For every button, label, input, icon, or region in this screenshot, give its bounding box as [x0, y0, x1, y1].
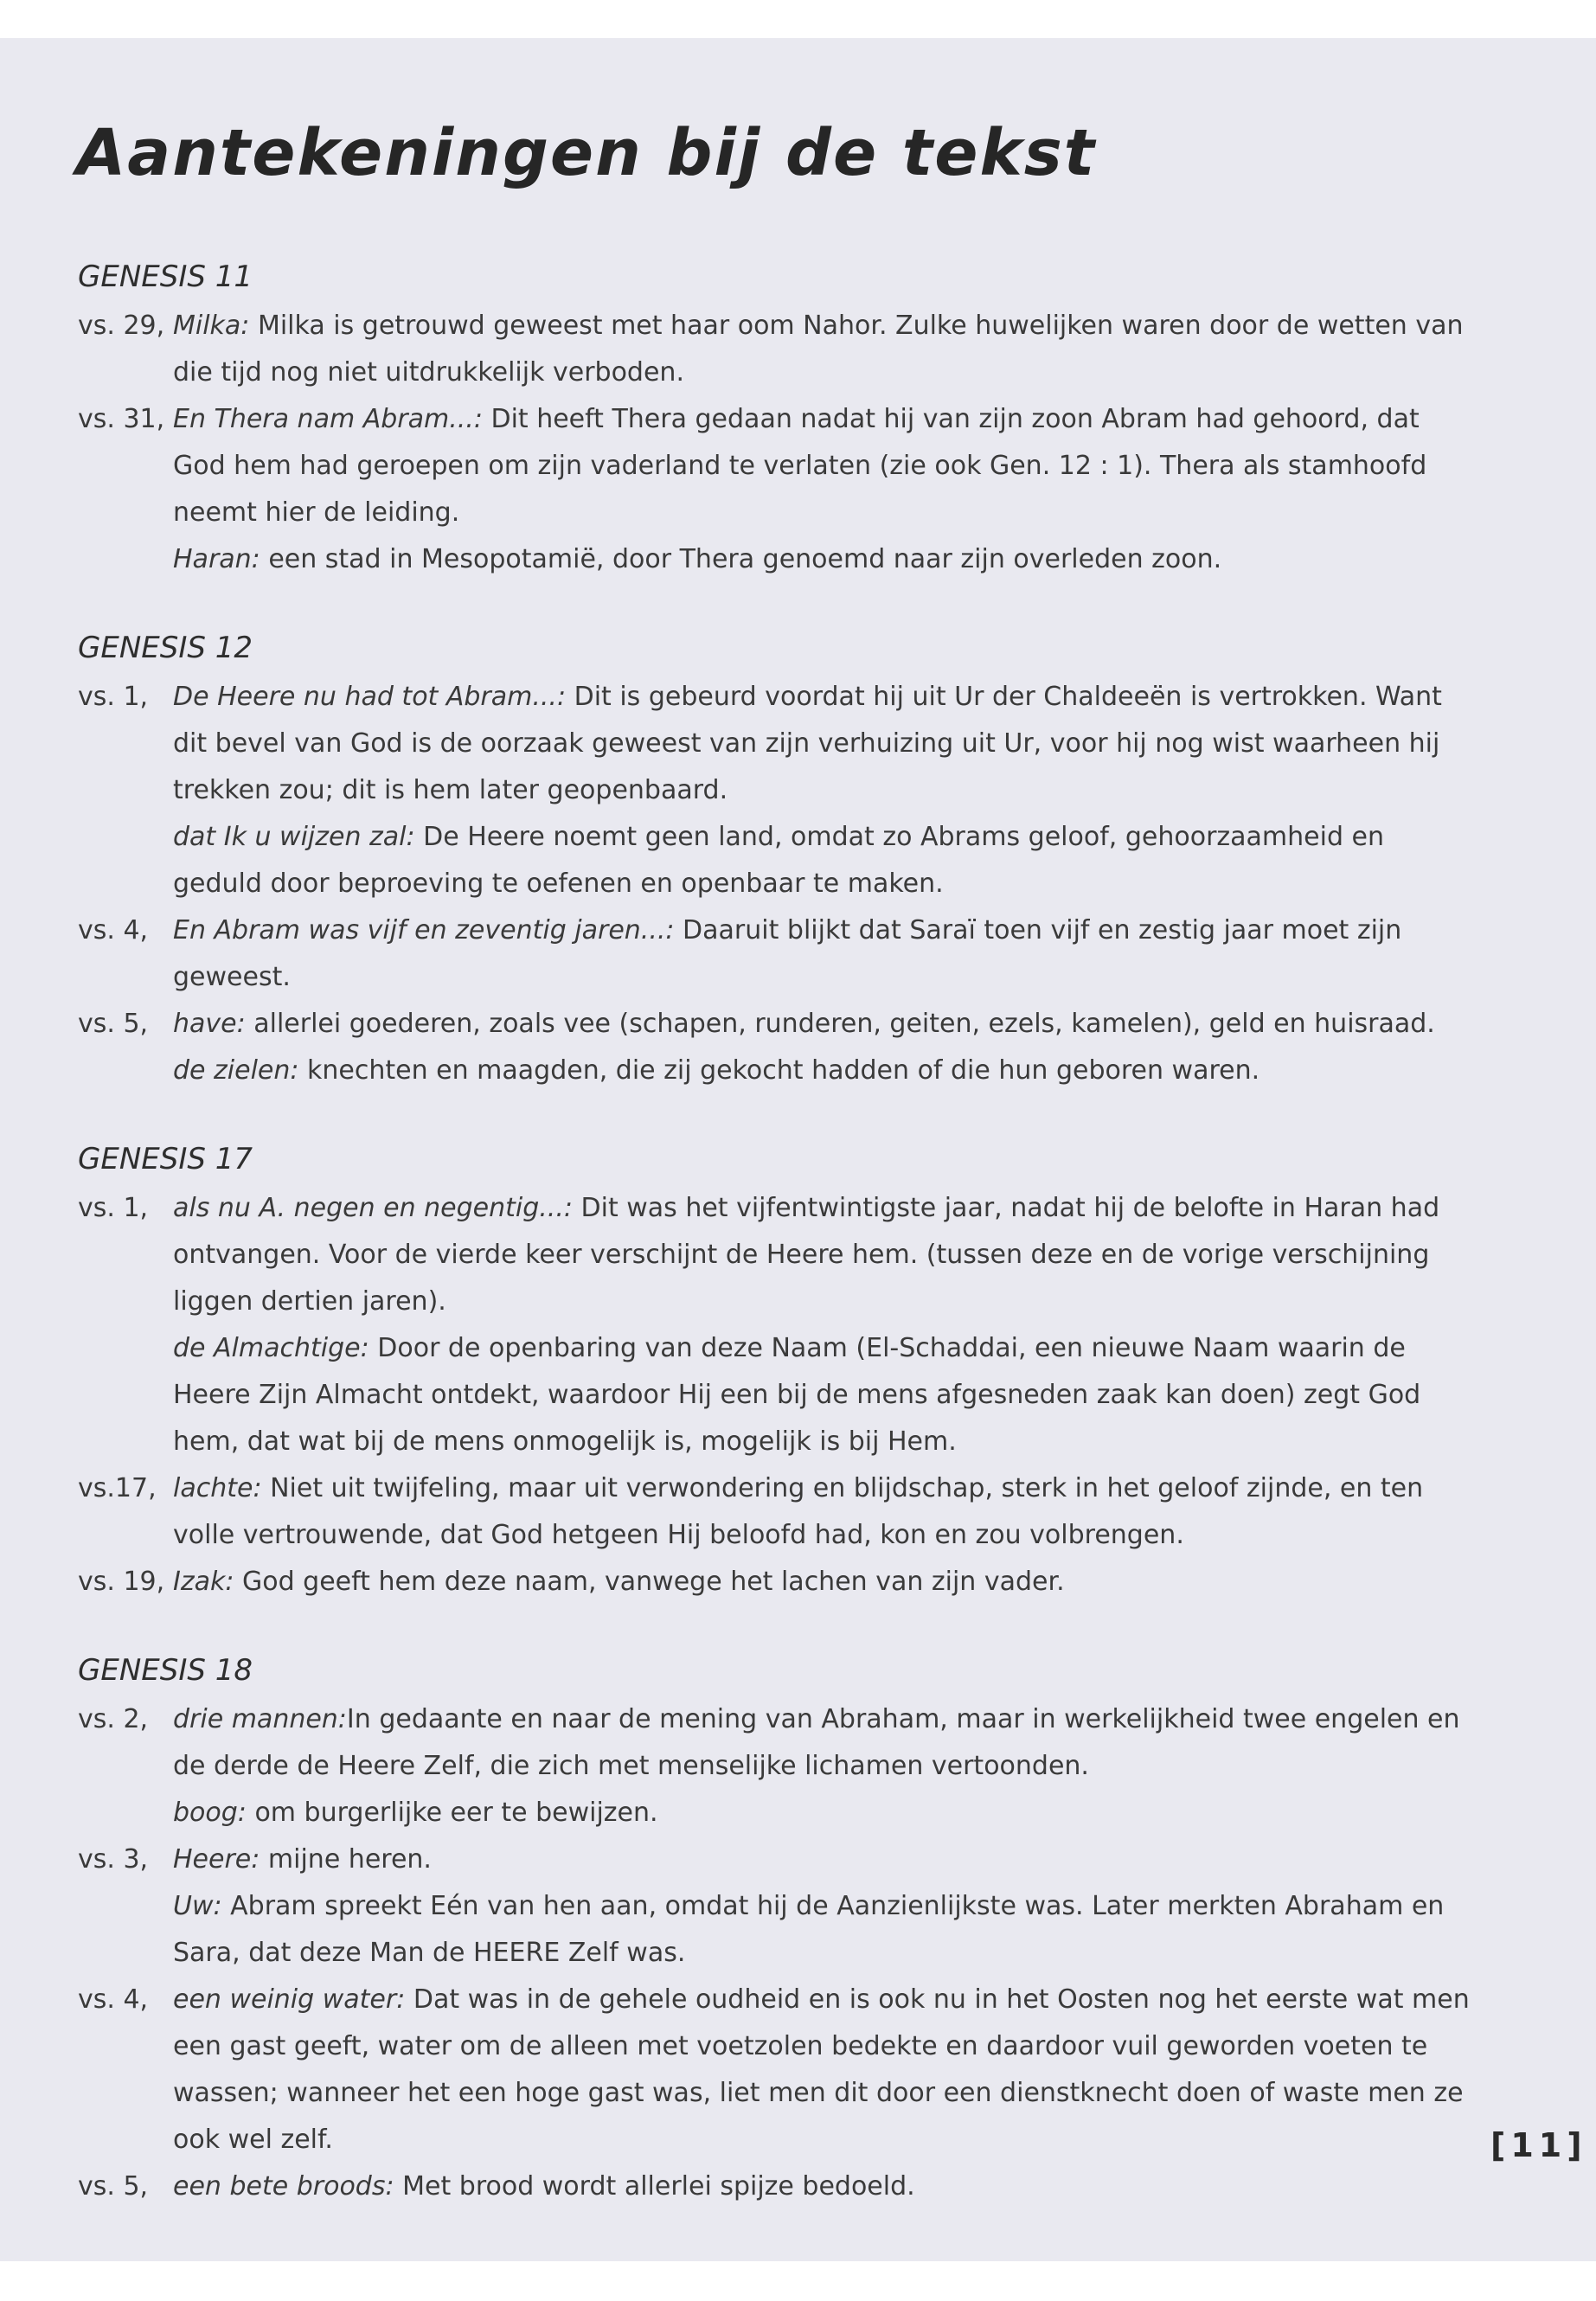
note-explanation: allerlei goederen, zoals vee (schapen, runderen, geiten, ezels, kamelen), geld en huisraad. [245, 1009, 1435, 1039]
verse-reference: vs. 1, [78, 682, 149, 712]
verse-note [78, 1185, 1479, 1325]
genesis-section [78, 254, 1479, 583]
verse-reference: vs. 4, [78, 1984, 149, 2015]
note-term: lachte: [173, 1473, 262, 1503]
note-explanation: Met brood wordt allerlei spijze bedoeld. [394, 2171, 915, 2202]
verse-note [78, 303, 1479, 396]
note-explanation: om burgerlijke eer te bewijzen. [246, 1798, 658, 1828]
note-term: Milka: [173, 311, 250, 341]
verse-note [78, 1836, 1479, 1883]
note-body [173, 536, 1479, 583]
note-term: Heere: [173, 1844, 260, 1875]
note-explanation: Dat was in de gehele oudheid en is ook nu in het Oosten nog het eerste wat men een gast geeft, water om de alleen met voetzolen bedekte en daardoor vuil geworden voeten te wassen; wanneer het een hoge gast was, liet men dit door een dienstknecht doen of waste men ze ook wel zelf. [173, 1984, 1470, 2155]
note-explanation: mijne heren. [260, 1844, 432, 1875]
note-explanation: Daaruit blijkt dat Saraï toen vijf en zestig jaar moet zijn geweest. [173, 915, 1402, 992]
note-body [173, 1465, 1479, 1559]
verse-reference: vs.17, [78, 1473, 157, 1503]
annotations-content [78, 254, 1479, 2253]
genesis-section [78, 625, 1479, 1094]
verse-note [78, 1325, 1479, 1465]
note-explanation: Abram spreekt Eén van hen aan, omdat hij de Aanzienlijkste was. Later merkten Abraham en Sara, dat deze Man de HEERE Zelf was. [173, 1891, 1445, 1968]
note-explanation: In gedaante en naar de mening van Abraham, maar in werkelijkheid twee engelen en de derde de Heere Zelf, die zich met menselijke lichamen vertoonden. [173, 1704, 1460, 1781]
section-heading: GENESIS 17 [78, 1142, 253, 1176]
verse-reference: vs. 29, [78, 311, 165, 341]
note-term: have: [173, 1009, 246, 1039]
note-body [173, 1883, 1479, 1977]
note-body [173, 396, 1479, 536]
note-body [173, 303, 1479, 396]
verse-reference: vs. 31, [78, 404, 165, 434]
verse-reference: vs. 1, [78, 1193, 149, 1223]
note-body [173, 1001, 1479, 1048]
note-explanation: Niet uit twijfeling, maar uit verwondering en blijdschap, sterk in het geloof zijnde, en ten volle vertrouwende, dat God hetgeen Hij beloofd had, kon en zou volbrengen. [173, 1473, 1424, 1550]
verse-note [78, 536, 1479, 583]
note-term: boog: [173, 1798, 247, 1828]
verse-reference: vs. 3, [78, 1844, 149, 1875]
note-explanation: Dit heeft Thera gedaan nadat hij van zijn zoon Abram had gehoord, dat God hem had geroepen om zijn vaderland te verlaten (zie ook Gen. 12 : 1). Thera als stamhoofd neemt hier de leiding. [173, 404, 1427, 528]
verse-reference: vs. 2, [78, 1704, 149, 1734]
genesis-section [78, 1137, 1479, 1606]
note-body [173, 1696, 1479, 1790]
note-body [173, 1559, 1479, 1606]
note-term: een weinig water: [173, 1984, 406, 2015]
note-term: En Abram was vijf en zeventig jaren...: [173, 915, 675, 945]
verse-note [78, 1696, 1479, 1790]
note-body [173, 1836, 1479, 1883]
note-term: dat Ik u wijzen zal: [173, 822, 415, 852]
note-body [173, 674, 1479, 814]
note-body [173, 907, 1479, 1001]
note-explanation: Dit is gebeurd voordat hij uit Ur der Chaldeeën is vertrokken. Want dit bevel van God is de oorzaak geweest van zijn verhuizing uit Ur, voor hij nog wist waarheen hij trekken zou; dit is hem later geopenbaard. [173, 682, 1442, 805]
book-page [0, 38, 1596, 2261]
note-body [173, 1977, 1479, 2163]
note-term: als nu A. negen en negentig...: [173, 1193, 573, 1223]
note-term: En Thera nam Abram...: [173, 404, 483, 434]
note-body [173, 1048, 1479, 1094]
note-term: Uw: [173, 1891, 222, 1921]
page-title: Aantekeningen bij de tekst [76, 116, 1097, 190]
note-explanation: knechten en maagden, die zij gekocht hadden of die hun geboren waren. [298, 1055, 1260, 1086]
verse-note [78, 1883, 1479, 1977]
note-term: Izak: [173, 1567, 234, 1597]
note-term: een bete broods: [173, 2171, 394, 2202]
verse-note [78, 674, 1479, 814]
section-heading: GENESIS 18 [78, 1653, 253, 1688]
note-explanation: God geeft hem deze naam, vanwege het lachen van zijn vader. [234, 1567, 1065, 1597]
verse-reference: vs. 5, [78, 1009, 149, 1039]
verse-reference: vs. 4, [78, 915, 149, 945]
note-explanation: De Heere noemt geen land, omdat zo Abrams geloof, gehoorzaamheid en geduld door beproeving te oefenen en openbaar te maken. [173, 822, 1384, 899]
section-heading: GENESIS 12 [78, 631, 253, 665]
page-number: [11] [1490, 2126, 1587, 2164]
note-term: De Heere nu had tot Abram...: [173, 682, 567, 712]
verse-note [78, 1559, 1479, 1606]
note-body [173, 1185, 1479, 1325]
verse-note [78, 1790, 1479, 1836]
verse-note [78, 907, 1479, 1001]
verse-reference: vs. 19, [78, 1567, 165, 1597]
verse-note [78, 396, 1479, 536]
note-explanation: Door de openbaring van deze Naam (El-Schaddai, een nieuwe Naam waarin de Heere Zijn Almacht ontdekt, waardoor Hij een bij de mens afgesneden zaak kan doen) zegt God hem, dat wat bij de mens onmogelijk is, mogelijk is bij Hem. [173, 1333, 1421, 1457]
verse-reference: vs. 5, [78, 2171, 149, 2202]
note-term: drie mannen: [173, 1704, 347, 1734]
section-heading: GENESIS 11 [78, 260, 253, 294]
note-body [173, 1325, 1479, 1465]
note-body [173, 814, 1479, 907]
note-term: de zielen: [173, 1055, 299, 1086]
verse-note [78, 2163, 1479, 2210]
verse-note [78, 1977, 1479, 2163]
note-explanation: een stad in Mesopotamië, door Thera genoemd naar zijn overleden zoon. [260, 544, 1222, 574]
note-explanation: Dit was het vijfentwintigste jaar, nadat hij de belofte in Haran had ontvangen. Voor de vierde keer verschijnt de Heere hem. (tussen deze en de vorige verschijning liggen dertien jaren). [173, 1193, 1440, 1317]
genesis-section [78, 1648, 1479, 2210]
note-body [173, 1790, 1479, 1836]
verse-note [78, 1465, 1479, 1559]
note-explanation: Milka is getrouwd geweest met haar oom Nahor. Zulke huwelijken waren door de wetten van die tijd nog niet uitdrukkelijk verboden. [173, 311, 1464, 388]
verse-note [78, 1048, 1479, 1094]
note-term: de Almachtige: [173, 1333, 369, 1363]
verse-note [78, 1001, 1479, 1048]
verse-note [78, 814, 1479, 907]
note-body [173, 2163, 1479, 2210]
note-term: Haran: [173, 544, 260, 574]
